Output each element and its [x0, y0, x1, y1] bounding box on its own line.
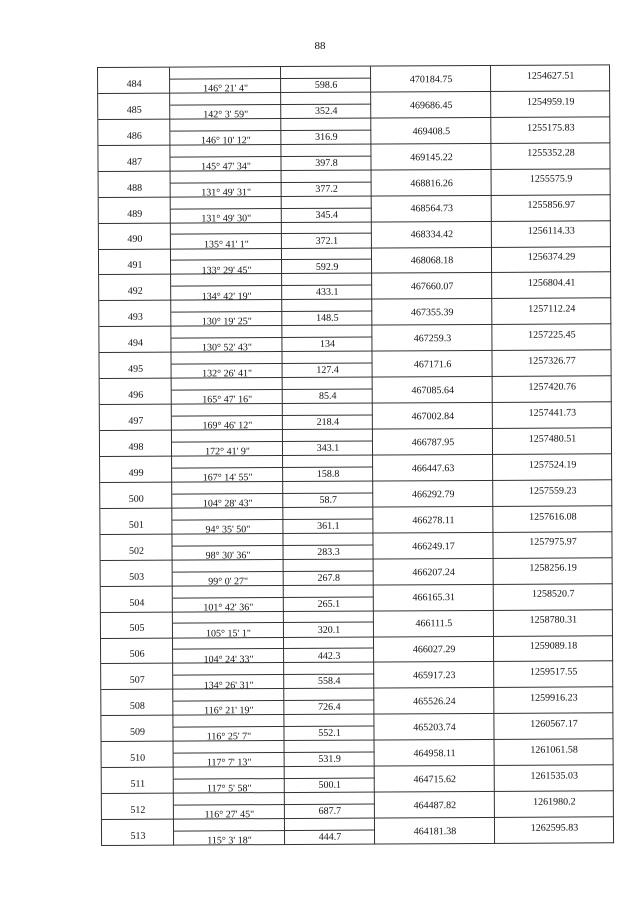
- angle-cell: 116° 21' 19": [204, 705, 254, 717]
- x-coordinate-cell: 464715.62: [413, 774, 457, 786]
- distance-cell: 377.2: [315, 183, 338, 195]
- angle-cell: 167° 14' 55": [202, 472, 253, 484]
- y-coordinate-cell: 1261061.58: [530, 744, 578, 756]
- x-coordinate-cell: 466292.79: [411, 488, 455, 501]
- x-coordinate-cell: 466165.31: [412, 592, 456, 604]
- x-coordinate-cell: 466207.24: [412, 566, 455, 578]
- x-coordinate-cell: 469408.5: [412, 125, 451, 137]
- angle-cell: 142° 3' 59": [203, 109, 249, 121]
- x-coordinate-cell: 467002.84: [411, 411, 455, 423]
- x-coordinate-cell: 466787.95: [411, 436, 455, 449]
- x-coordinate-cell: 465526.24: [413, 696, 456, 708]
- angle-cell: 116° 25' 7": [206, 731, 252, 743]
- distance-cell: 343.1: [316, 442, 340, 454]
- y-coordinate-cell: 1256804.41: [527, 277, 576, 289]
- angle-cell: 133° 29' 45": [201, 264, 252, 277]
- angle-cell: 104° 24' 33": [203, 653, 254, 666]
- distance-cell: 158.8: [316, 468, 340, 480]
- coordinates-table: [97, 64, 614, 846]
- y-coordinate-cell: 1259089.18: [529, 640, 578, 652]
- y-coordinate-cell: 1259916.23: [530, 692, 578, 704]
- y-coordinate-cell: 1257326.77: [528, 355, 576, 367]
- angle-cell: 117° 7' 13": [206, 757, 252, 769]
- y-coordinate-cell: 1257616.08: [529, 511, 577, 523]
- angle-cell: 134° 42' 19": [201, 290, 252, 302]
- point-number-cell: 500: [128, 493, 144, 505]
- x-coordinate-cell: 466027.29: [412, 644, 456, 656]
- distance-cell: 558.4: [317, 676, 341, 688]
- distance-cell: 265.1: [317, 598, 341, 610]
- y-coordinate-cell: 1255856.97: [527, 199, 576, 212]
- point-number-cell: 494: [127, 337, 143, 350]
- angle-cell: 134° 26' 31": [203, 679, 254, 691]
- y-coordinate-cell: 1258520.7: [531, 588, 575, 601]
- point-number-cell: 511: [130, 778, 146, 790]
- distance-cell: 442.3: [317, 650, 341, 662]
- distance-cell: 267.8: [317, 572, 340, 584]
- distance-cell: 592.9: [315, 261, 339, 273]
- point-number-cell: 490: [127, 234, 143, 246]
- angle-cell: 105° 15' 1": [205, 627, 251, 640]
- point-number-cell: 503: [129, 571, 145, 583]
- distance-cell: 134: [319, 339, 335, 351]
- y-coordinate-cell: 1257420.76: [528, 381, 576, 393]
- distance-cell: 361.1: [317, 520, 340, 532]
- x-coordinate-cell: 466249.17: [412, 540, 455, 552]
- distance-cell: 552.1: [318, 728, 341, 740]
- y-coordinate-cell: 1256374.29: [527, 251, 576, 263]
- y-coordinate-cell: 1257480.51: [528, 433, 577, 445]
- point-number-cell: 499: [128, 467, 144, 479]
- x-coordinate-cell: 467171.6: [413, 359, 452, 371]
- distance-cell: 444.7: [318, 831, 342, 843]
- x-coordinate-cell: 467660.07: [410, 281, 454, 293]
- y-coordinate-cell: 1260567.17: [530, 718, 578, 730]
- distance-cell: 58.7: [319, 494, 338, 506]
- point-number-cell: 495: [128, 363, 144, 375]
- angle-cell: 131° 49' 30": [201, 212, 252, 225]
- x-coordinate-cell: 467259.3: [413, 333, 452, 345]
- point-number-cell: 488: [127, 182, 143, 194]
- distance-cell: 433.1: [315, 287, 339, 299]
- x-coordinate-cell: 469686.45: [409, 99, 453, 112]
- point-number-cell: 486: [126, 130, 142, 142]
- x-coordinate-cell: 469145.22: [410, 151, 453, 163]
- point-number-cell: 496: [128, 389, 144, 401]
- distance-cell: 500.1: [318, 779, 342, 792]
- distance-cell: 687.7: [318, 805, 342, 817]
- distance-cell: 345.4: [315, 209, 339, 221]
- distance-cell: 598.6: [314, 79, 338, 91]
- distance-cell: 127.4: [316, 364, 339, 377]
- distance-cell: 316.9: [315, 131, 338, 143]
- angle-cell: 99° 0' 27": [208, 576, 249, 588]
- x-coordinate-cell: 468068.18: [410, 255, 454, 267]
- y-coordinate-cell: 1255175.83: [527, 122, 575, 134]
- distance-cell: 148.5: [316, 313, 339, 325]
- y-coordinate-cell: 1258780.31: [529, 614, 578, 627]
- point-number-cell: 501: [128, 519, 144, 531]
- x-coordinate-cell: 468334.42: [410, 229, 454, 241]
- point-number-cell: 506: [129, 649, 145, 661]
- x-coordinate-cell: 466447.63: [411, 462, 455, 475]
- x-coordinate-cell: 465203.74: [413, 722, 456, 734]
- angle-cell: 101° 42' 36": [203, 601, 254, 614]
- distance-cell: 85.4: [318, 390, 337, 402]
- y-coordinate-cell: 1257524.19: [528, 459, 577, 471]
- x-coordinate-cell: 468816.26: [410, 177, 453, 189]
- distance-cell: 397.8: [315, 157, 338, 169]
- distance-cell: 352.4: [314, 105, 338, 117]
- x-coordinate-cell: 468564.73: [410, 203, 454, 215]
- y-coordinate-cell: 1257559.23: [528, 485, 577, 497]
- y-coordinate-cell: 1254959.19: [526, 96, 575, 108]
- x-coordinate-cell: 465917.23: [412, 670, 456, 682]
- y-coordinate-cell: 1262595.83: [530, 822, 579, 834]
- x-coordinate-cell: 466278.11: [412, 514, 455, 526]
- point-number-cell: 493: [127, 312, 143, 324]
- angle-cell: 130° 19' 25": [201, 316, 252, 328]
- x-coordinate-cell: 470184.75: [409, 73, 453, 86]
- point-number-cell: 507: [129, 675, 145, 687]
- angle-cell: 145° 47' 34": [201, 161, 251, 173]
- y-coordinate-cell: 1257112.24: [528, 303, 576, 315]
- distance-cell: 372.1: [315, 235, 339, 247]
- x-coordinate-cell: 467355.39: [411, 307, 454, 319]
- point-number-cell: 487: [126, 156, 143, 168]
- point-number-cell: 504: [129, 597, 145, 609]
- angle-cell: 146° 21' 4": [203, 83, 249, 95]
- angle-cell: 115° 3' 18": [207, 835, 252, 847]
- y-coordinate-cell: 1258256.19: [529, 562, 577, 575]
- point-number-cell: 491: [127, 260, 143, 272]
- angle-cell: 116° 27' 45": [204, 809, 255, 821]
- angle-cell: 130° 52' 43": [201, 342, 252, 354]
- point-number-cell: 489: [127, 208, 143, 220]
- x-coordinate-cell: 464958.11: [413, 748, 456, 760]
- distance-cell: 283.3: [317, 546, 340, 558]
- y-coordinate-cell: 1255575.9: [529, 173, 573, 186]
- angle-cell: 131° 49' 31": [201, 186, 252, 199]
- y-coordinate-cell: 1256114.33: [527, 225, 575, 238]
- y-coordinate-cell: 1259517.55: [529, 666, 578, 678]
- point-number-cell: 505: [129, 623, 145, 635]
- point-number-cell: 513: [130, 830, 146, 842]
- angle-cell: 165° 47' 16": [202, 394, 253, 406]
- y-coordinate-cell: 1257441.73: [528, 407, 577, 419]
- angle-cell: 117° 5' 58": [206, 783, 252, 795]
- point-number-cell: 508: [129, 701, 145, 713]
- angle-cell: 98° 30' 36": [205, 550, 251, 562]
- y-coordinate-cell: 1254627.51: [526, 70, 575, 82]
- point-number-cell: 502: [129, 545, 145, 557]
- distance-cell: 531.9: [318, 753, 341, 766]
- angle-cell: 169° 46' 12": [202, 420, 253, 432]
- point-number-cell: 510: [130, 752, 146, 764]
- angle-cell: 104° 28' 43": [202, 498, 253, 510]
- x-coordinate-cell: 464487.82: [413, 800, 457, 812]
- angle-cell: 135° 41' 1": [203, 238, 249, 251]
- x-coordinate-cell: 466111.5: [415, 618, 453, 630]
- point-number-cell: 512: [130, 804, 146, 816]
- x-coordinate-cell: 467085.64: [411, 385, 454, 397]
- angle-cell: 132° 26' 41": [202, 368, 253, 380]
- distance-cell: 320.1: [317, 624, 341, 636]
- point-number-cell: 509: [129, 726, 146, 739]
- y-coordinate-cell: 1257975.97: [529, 536, 577, 549]
- angle-cell: 172° 41' 9": [205, 446, 250, 458]
- y-coordinate-cell: 1255352.28: [527, 147, 575, 160]
- angle-cell: 94° 35' 50": [205, 524, 251, 536]
- y-coordinate-cell: 1257225.45: [528, 329, 576, 341]
- point-number-cell: 497: [128, 415, 144, 427]
- distance-cell: 218.4: [316, 416, 340, 428]
- point-number-cell: 498: [128, 441, 144, 453]
- point-number-cell: 484: [126, 78, 142, 90]
- point-number-cell: 485: [126, 104, 142, 116]
- distance-cell: 726.4: [318, 702, 341, 714]
- point-number-cell: 492: [127, 286, 143, 298]
- angle-cell: 146° 10' 12": [200, 135, 251, 147]
- page-number: 88: [314, 40, 326, 52]
- x-coordinate-cell: 464181.38: [413, 825, 457, 838]
- y-coordinate-cell: 1261535.03: [530, 770, 578, 782]
- y-coordinate-cell: 1261980.2: [533, 796, 576, 808]
